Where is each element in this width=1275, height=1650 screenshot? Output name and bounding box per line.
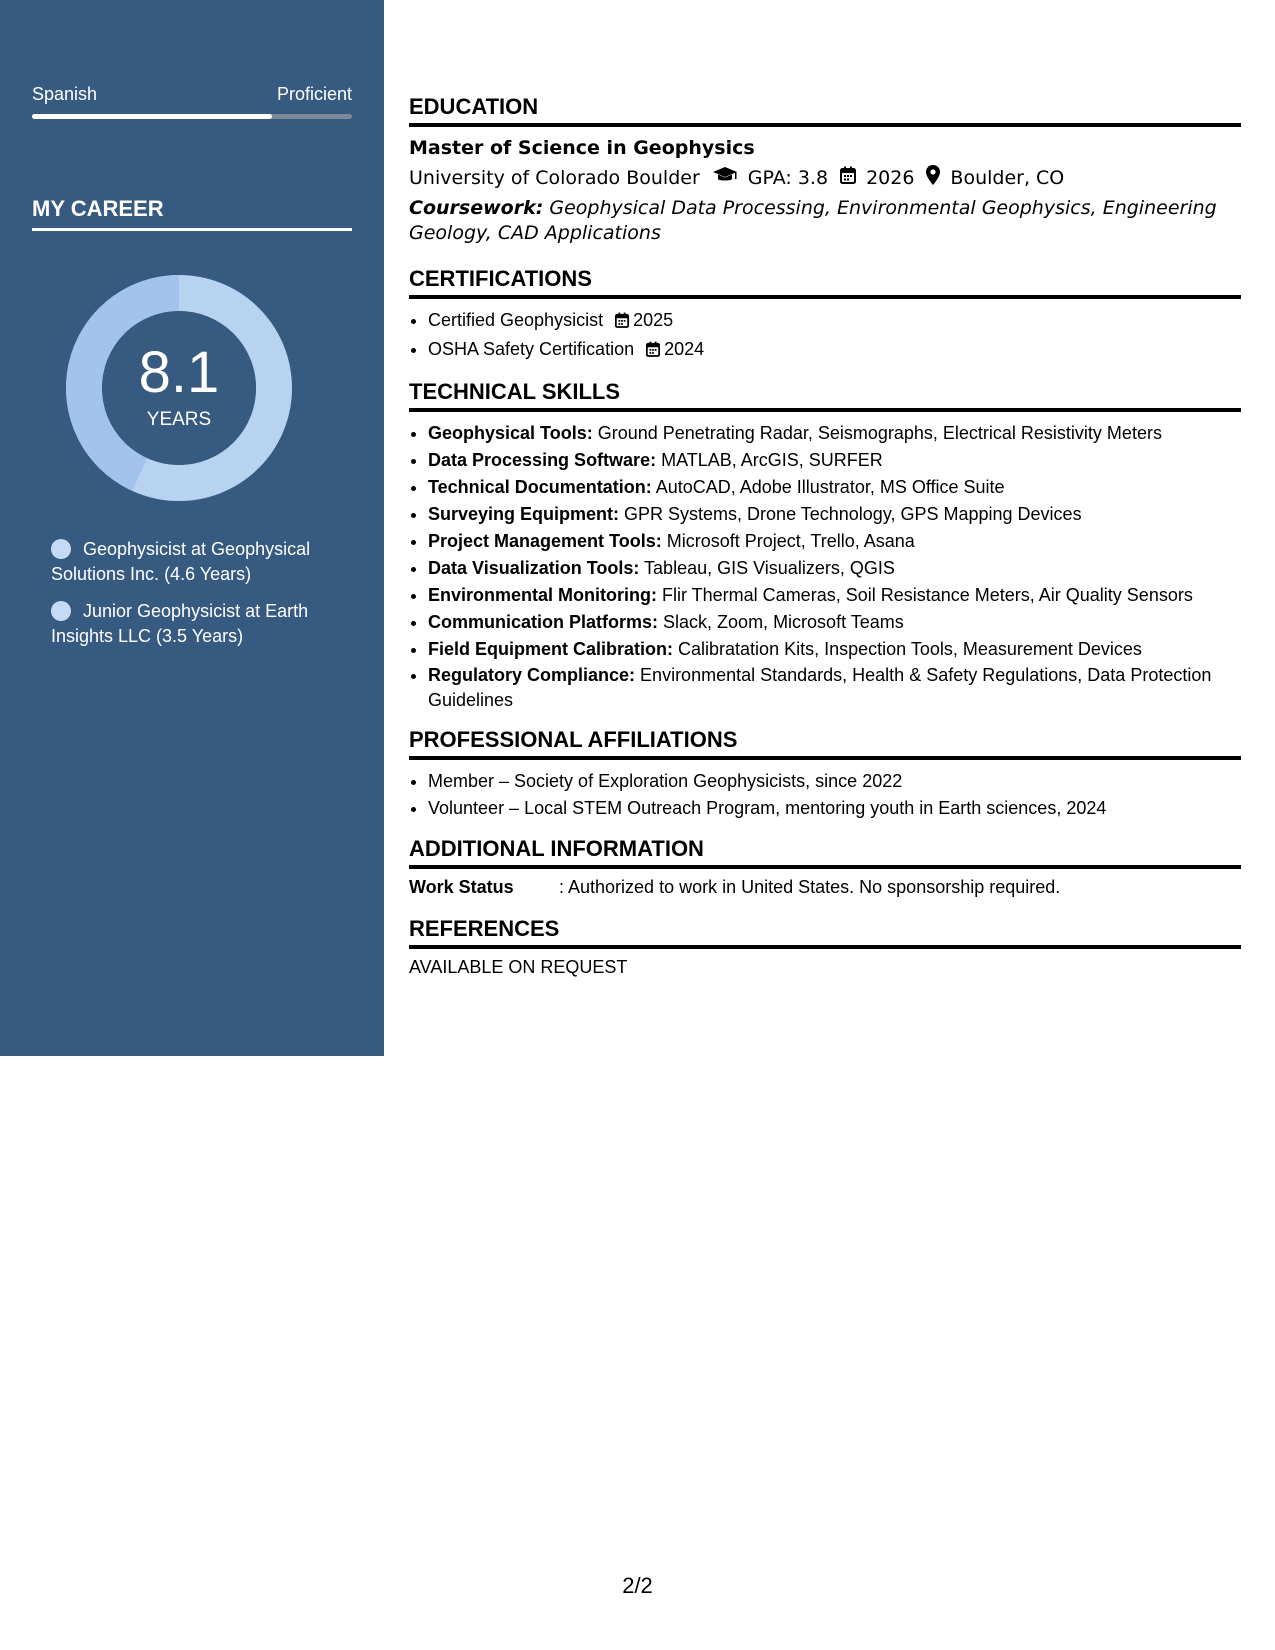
skill-label: Surveying Equipment:	[428, 504, 620, 524]
skill-label: Project Management Tools:	[428, 531, 662, 551]
total-years-value: 8.1	[138, 340, 220, 405]
certifications-list	[409, 307, 1241, 365]
list-item	[428, 636, 1241, 663]
coursework-label: Coursework:	[409, 197, 544, 219]
references-title: REFERENCES	[409, 916, 1241, 949]
skill-label: Communication Platforms:	[428, 612, 659, 632]
work-status-label: Work Status	[409, 877, 514, 897]
skill-label: Regulatory Compliance:	[428, 665, 636, 685]
skill-value: MATLAB, ArcGIS, SURFER	[656, 450, 883, 470]
language-level: Proficient	[276, 84, 352, 104]
skill-value: Flir Thermal Cameras, Soil Resistance Meters, Air Quality Sensors	[657, 585, 1193, 605]
career-role	[51, 599, 351, 649]
total-years-unit: YEARS	[146, 409, 212, 430]
graduation-year: 2026	[866, 166, 915, 189]
skill-value: Environmental Standards, Health & Safety Regulations, Data Protection Guidelines	[428, 665, 1212, 710]
list-item: • Member – Society of Exploration Geophysicists, since 2022	[428, 768, 1241, 795]
career-role	[51, 537, 351, 587]
skill-label: Environmental Monitoring:	[428, 585, 657, 605]
skill-label: Geophysical Tools:	[428, 423, 593, 443]
list-item	[428, 663, 1241, 713]
list-item	[428, 555, 1241, 582]
work-status-value: : Authorized to work in United States. No sponsorship required.	[559, 877, 1061, 897]
legend-dot	[51, 601, 71, 621]
skill-value: AutoCAD, Adobe Illustrator, MS Office Suite	[651, 477, 1005, 497]
career-years-donut	[66, 275, 292, 501]
gpa: GPA: 3.8	[747, 166, 829, 189]
certification-name: Certified Geophysicist	[428, 310, 604, 330]
list-item	[428, 609, 1241, 636]
sidebar	[0, 0, 384, 1056]
work-status-row	[409, 877, 1241, 898]
certifications-title: CERTIFICATIONS	[409, 266, 1241, 299]
calendar-icon	[840, 166, 856, 189]
list-item	[428, 582, 1241, 609]
career-role-text: Geophysicist at Geophysical Solutions Inc. (4.6 Years)	[51, 539, 311, 584]
skill-label: Data Processing Software:	[428, 450, 657, 470]
additional-info-title: ADDITIONAL INFORMATION	[409, 836, 1241, 869]
list-item	[428, 447, 1241, 474]
calendar-icon	[646, 338, 660, 365]
career-role-list	[51, 537, 351, 661]
affiliations-title: PROFESSIONAL AFFILIATIONS	[409, 727, 1241, 760]
education-title: EDUCATION	[409, 94, 1241, 127]
school-name: University of Colorado Boulder	[409, 166, 700, 189]
graduation-cap-icon	[712, 166, 738, 189]
calendar-icon	[615, 309, 629, 336]
career-role-text: Junior Geophysicist at Earth Insights LLC (3.5 Years)	[51, 601, 309, 646]
skill-value: GPR Systems, Drone Technology, GPS Mapping Devices	[619, 504, 1082, 524]
coursework	[409, 196, 1241, 246]
coursework-list: Geophysical Data Processing, Environmental Geophysics, Engineering Geology, CAD Applications	[409, 197, 1217, 244]
list-item: • Volunteer – Local STEM Outreach Program, mentoring youth in Earth sciences, 2024	[428, 795, 1241, 822]
skill-value: Slack, Zoom, Microsoft Teams	[658, 612, 904, 632]
language-proficiency-fill	[32, 114, 272, 119]
degree: Master of Science in Geophysics	[409, 137, 755, 159]
language-proficiency-bar	[32, 114, 352, 119]
skill-value: Ground Penetrating Radar, Seismographs, Electrical Resistivity Meters	[592, 423, 1162, 443]
skills-title: TECHNICAL SKILLS	[409, 379, 1241, 412]
language-row	[32, 84, 352, 105]
list-item	[428, 501, 1241, 528]
list-item	[428, 336, 1241, 365]
page-number: 2/2	[622, 1573, 653, 1598]
affiliations-list	[409, 768, 1241, 822]
skill-value: Tableau, GIS Visualizers, QGIS	[639, 558, 895, 578]
education-meta	[409, 165, 1241, 190]
legend-dot	[51, 539, 71, 559]
language-name: Spanish	[32, 84, 98, 104]
skill-value: Microsoft Project, Trello, Asana	[661, 531, 915, 551]
education-location: Boulder, CO	[950, 166, 1065, 189]
career-section-title: MY CAREER	[32, 196, 352, 231]
skill-label: Data Visualization Tools:	[428, 558, 640, 578]
list-item	[428, 474, 1241, 501]
skill-label: Technical Documentation:	[428, 477, 652, 497]
certification-year: 2025	[633, 310, 674, 330]
certification-name: OSHA Safety Certification	[428, 339, 635, 359]
skill-label: Field Equipment Calibration:	[428, 639, 674, 659]
location-pin-icon	[926, 165, 940, 190]
list-item	[428, 420, 1241, 447]
skills-list	[409, 420, 1241, 713]
main-content	[409, 94, 1241, 978]
references-text: AVAILABLE ON REQUEST	[409, 957, 628, 977]
list-item	[428, 528, 1241, 555]
certification-year: 2024	[664, 339, 705, 359]
skill-value: Calibratation Kits, Inspection Tools, Measurement Devices	[673, 639, 1142, 659]
list-item	[428, 307, 1241, 336]
